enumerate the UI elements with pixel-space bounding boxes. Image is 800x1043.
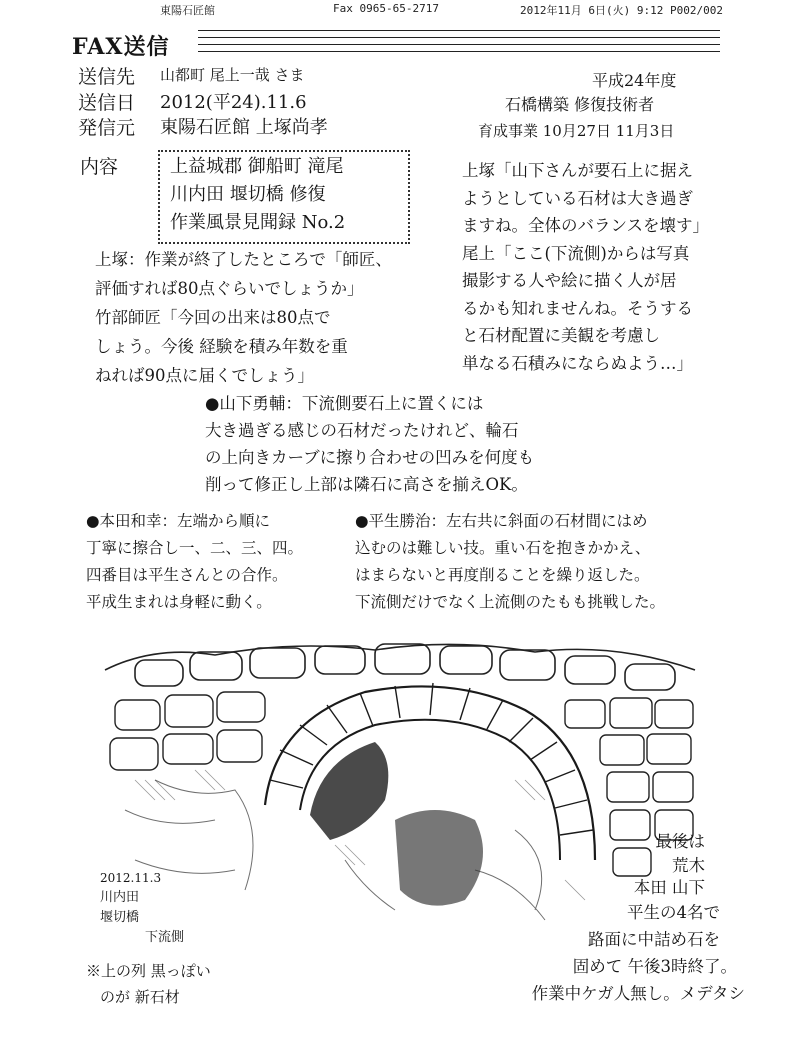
caption-place: 川内田 bbox=[100, 890, 140, 905]
caption-side: 下流側 bbox=[145, 930, 185, 945]
fax-number: Fax 0965-65-2717 bbox=[333, 2, 439, 15]
hirao-note bbox=[355, 508, 665, 616]
fax-title: FAX送信 bbox=[72, 34, 170, 60]
dialogue-line: るかも知れませんね。そうする bbox=[462, 298, 693, 318]
content-line-1: 上益城郡 御船町 滝尾 bbox=[170, 156, 344, 177]
honda-note bbox=[86, 508, 303, 616]
note-line: 平成生まれは身軽に動く。 bbox=[86, 593, 272, 611]
caption-date: 2012.11.3 bbox=[100, 871, 162, 885]
closing-line: 荒木 bbox=[672, 856, 705, 875]
closing-line: 作業中ケガ人無し。メデタシ bbox=[531, 984, 745, 1003]
dialogue-line: しょう。今後 経験を積み年数を重 bbox=[95, 337, 348, 356]
dialogue-line: 単なる石積みにならぬよう…」 bbox=[462, 353, 693, 373]
closing-line: 本田 山下 bbox=[633, 878, 705, 897]
content-label: 内容 bbox=[80, 156, 119, 178]
dialogue-line: 撮影する人や絵に描く人が居 bbox=[462, 271, 677, 290]
note-line: ●平生勝治：左右共に斜面の石材間にはめ bbox=[355, 512, 648, 530]
program-name: 石橋構築 修復技術者 bbox=[505, 95, 655, 114]
from-value: 東陽石匠館 上塚尚孝 bbox=[160, 117, 328, 138]
note-line: 丁寧に擦合し一、二、三、四。 bbox=[86, 539, 304, 557]
fax-datetime: 2012年11月 6日(火) 9:12 P002/002 bbox=[520, 4, 723, 17]
note-line: はまらないと再度削ることを繰り返した。 bbox=[355, 566, 650, 584]
note-line: ※上の列 黒っぽい bbox=[86, 962, 211, 980]
closing-line: 最後は bbox=[655, 832, 705, 851]
note-line: ●本田和幸：左端から順に bbox=[86, 512, 271, 530]
note-line: の上向きカーブに擦り合わせの凹みを何度も bbox=[205, 448, 535, 467]
from-label: 発信元 bbox=[78, 117, 136, 139]
left-dialogue bbox=[95, 245, 392, 390]
note-line: のが 新石材 bbox=[100, 988, 180, 1006]
dialogue-line: 竹部師匠「今回の出来は80点で bbox=[95, 308, 331, 327]
note-line: 込むのは難しい技。重い石を抱きかかえ、 bbox=[355, 539, 651, 557]
sketch-caption bbox=[100, 868, 184, 948]
fax-sender: 東陽石匠館 bbox=[160, 4, 215, 17]
dialogue-line: 上塚「山下さんが要石上に据え bbox=[462, 161, 693, 180]
yamashita-note bbox=[205, 390, 534, 498]
sketch-note bbox=[86, 958, 211, 1010]
note-line: 大き過ぎる感じの石材だったけれど、輪石 bbox=[205, 421, 519, 440]
note-line: 下流側だけでなく上流側のたもも挑戦した。 bbox=[355, 593, 666, 611]
closing-line: 平生の4名で bbox=[627, 903, 720, 922]
date-value: 2012(平24).11.6 bbox=[160, 92, 307, 113]
dialogue-line: ますね。全体のバランスを壊す」 bbox=[462, 216, 710, 235]
to-value: 山都町 尾上一哉 さま bbox=[160, 66, 305, 84]
closing-line: 固めて 午後3時終了。 bbox=[572, 957, 737, 976]
dialogue-line: 上塚：作業が終了したところで「師匠、 bbox=[95, 250, 392, 269]
closing-note bbox=[532, 828, 745, 1007]
dialogue-line: 尾上「ここ(下流側)からは写真 bbox=[462, 243, 690, 263]
dialogue-line: ようとしている石材は大き過ぎ bbox=[462, 188, 693, 208]
content-line-2: 川内田 堰切橋 修復 bbox=[170, 184, 326, 205]
program-dates: 育成事業 10月27日 11月3日 bbox=[478, 122, 675, 140]
caption-bridge: 堰切橋 bbox=[100, 910, 140, 925]
note-line: 四番目は平生さんとの合作。 bbox=[86, 566, 288, 584]
dialogue-line: と石材配置に美観を考慮し bbox=[462, 326, 660, 345]
note-line: 削って修正し上部は隣石に高さを揃えOK。 bbox=[205, 475, 528, 494]
to-label: 送信先 bbox=[78, 66, 136, 88]
closing-line: 路面に中詰め石を bbox=[588, 930, 720, 949]
dialogue-line: ねれば90点に届くでしょう」 bbox=[95, 366, 314, 385]
note-line: ●山下勇輔：下流側要石上に置くには bbox=[205, 394, 484, 413]
right-dialogue bbox=[462, 157, 709, 377]
program-year: 平成24年度 bbox=[592, 71, 677, 90]
date-label: 送信日 bbox=[78, 92, 136, 114]
title-rule-lines bbox=[198, 30, 720, 56]
dialogue-line: 評価すれば80点ぐらいでしょうか」 bbox=[95, 279, 364, 298]
content-line-3: 作業風景見聞録 No.2 bbox=[170, 212, 346, 233]
